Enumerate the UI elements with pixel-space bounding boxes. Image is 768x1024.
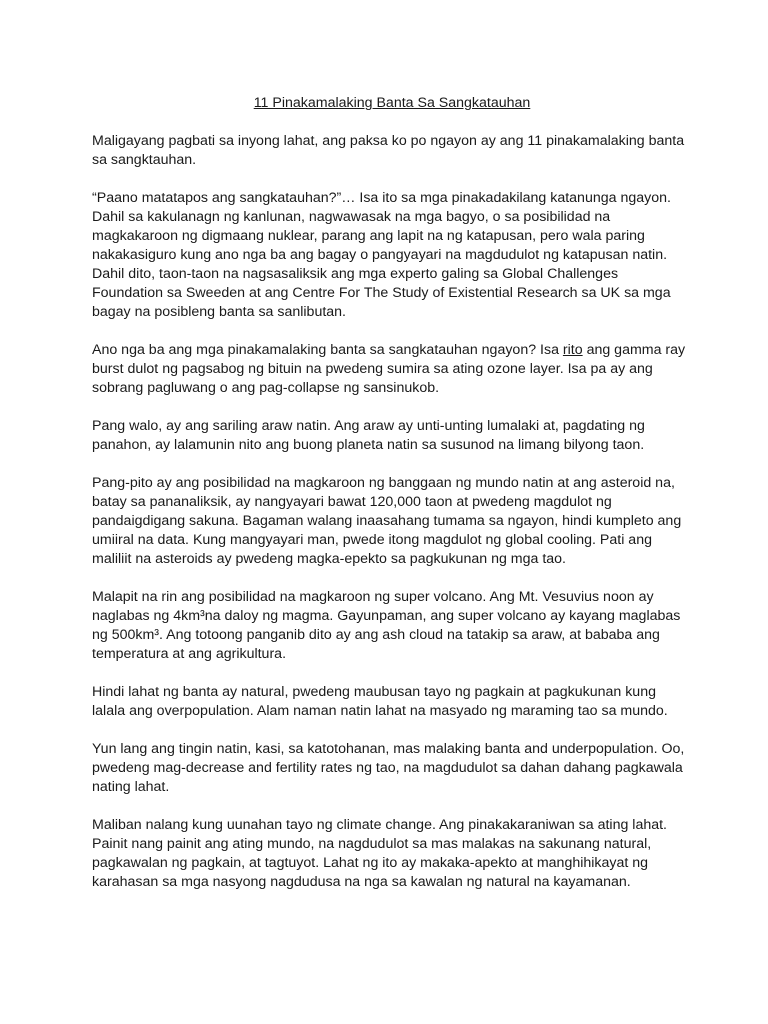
document-body [92, 94, 692, 911]
paragraph-sun: Pang walo, ay ang sariling araw natin. Ang araw ay unti-unting lumalaki at, pagdating ng panahon, ay lalamunin nito ang buong planeta natin sa susunod na limang bilyong taon. [92, 418, 645, 453]
paragraph-asteroid: Pang-pito ay ang posibilidad na magkaroon ng banggaan ng mundo natin at ang asteroid na, batay sa pananaliksik, ay nangyayari bawat 120,000 taon at pwedeng magdulot ng pandaigdigang sakuna. Bagaman walang inaasahang tumama sa ngayon, hindi kumpleto ang umiiral na data. Kung mangyayari man, pwede itong magdulot ng global cooling. Pati ang maliliit na asteroids ay pwedeng magka-epekto sa pagkukunan ng mga tao. [92, 475, 682, 567]
paragraph-climate-change: Maliban nalang kung uunahan tayo ng climate change. Ang pinakakaraniwan sa ating lahat. Painit nang painit ang ating mundo, na nagdudulot sa mas malakas na sakunang natural, pagkawalan ng pagkain, at tagtuyot. Lahat ng ito ay makaka-apekto at manghihikayat ng karahasan sa mga nasyong nagdudusa na nga sa kawalan ng natural na kayamanan. [92, 817, 668, 890]
paragraph-greeting: Maligayang pagbati sa inyong lahat, ang paksa ko po ngayon ay ang 11 pinakamalaking banta sa sangktauhan. [92, 133, 685, 168]
paragraph-gamma-ray-text-start: Ano nga ba ang mga pinakamalaking banta sa sangkatauhan ngayon? Isa [92, 342, 563, 358]
paragraph-gamma-ray-text-end: ang gamma ray burst dulot ng pagsabog ng bituin na pwedeng sumira sa ating ozone layer. Isa pa ay ang sobrang pagluwang o ang pag-collapse ng sansinukob. [92, 342, 686, 396]
paragraph-gamma-ray [92, 341, 692, 398]
rito-link[interactable]: rito [562, 342, 583, 358]
document-title: 11 Pinakamalaking Banta Sa Sangkatauhan [253, 95, 531, 111]
paragraph-overpopulation: Hindi lahat ng banta ay natural, pwedeng maubusan tayo ng pagkain at pagkukunan kung lalala ang overpopulation. Alam naman natin lahat na masyado ng maraming tao sa mundo. [92, 684, 668, 719]
paragraph-underpopulation: Yun lang ang tingin natin, kasi, sa katotohanan, mas malaking banta and underpopulation. Oo, pwedeng mag-decrease and fertility rates ng tao, na magdudulot sa dahan dahang pagkawala nating lahat. [92, 741, 685, 795]
paragraph-introduction: “Paano matatapos ang sangkatauhan?”… Isa ito sa mga pinakadakilang katanunga ngayon. Dahil sa kakulanagn ng kanlunan, nagwawasak na mga bagyo, o sa posibilidad na magkakaroon ng digmaang nuklear, parang ang lapit na ng katapusan, pero wala paring nakakasiguro kung ano nga ba ang bagay o pangyayari na magdudulot ng katapusan natin. Dahil dito, taon-taon na nagsasaliksik ang mga experto galing sa Global Challenges Foundation sa Sweeden at ang Centre For The Study of Existential Research sa UK sa mga bagay na posibleng banta sa sanlibutan. [92, 190, 671, 320]
paragraph-super-volcano: Malapit na rin ang posibilidad na magkaroon ng super volcano. Ang Mt. Vesuvius noon ay naglabas ng 4km³na daloy ng magma. Gayunpaman, ang super volcano ay kayang maglabas ng 500km³. Ang totoong panganib dito ay ang ash cloud na tatakip sa araw, at bababa ang temperatura at ang agrikultura. [92, 589, 681, 662]
